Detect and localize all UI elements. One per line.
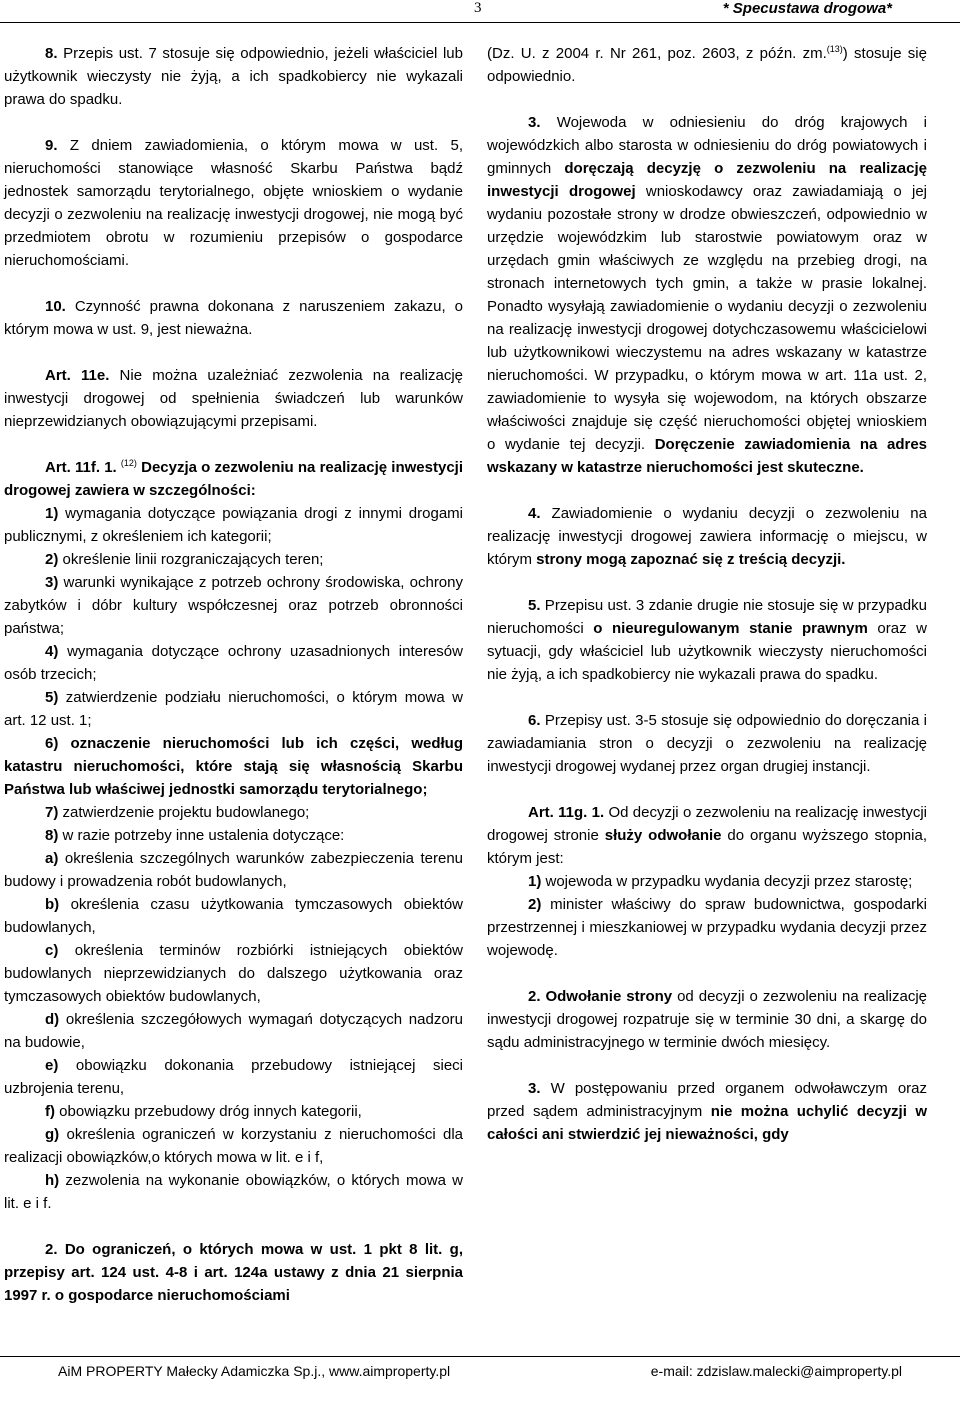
item-text: określenia szczegółowych wymagań dotyczących nadzoru na budowie,	[4, 1011, 463, 1051]
page-number: 3	[474, 0, 482, 16]
paragraph-2-appeal	[487, 985, 927, 1054]
list-item-1	[4, 502, 463, 548]
item-number: 7)	[45, 804, 59, 821]
para-text: Z dniem zawiadomienia, o którym mowa w ust. 5, nieruchomości stanowiące własność Skarbu Państwa bądź jednostek samorządu terytorialnego, objęte wnioskiem o wydanie decyzji o zezwoleniu na realizację inwestycji drogowej, nie mogą być przedmiotem obrotu w rozumieniu przepisów o gospodarce nieruchomościami.	[4, 137, 463, 269]
para-text: od decyzji o zezwoleniu na realizację inwestycji drogowej rozpatruje się w terminie 30 dni, a skargę do sądu administracyjnego w terminie dwóch miesięcy.	[487, 988, 927, 1051]
article-11f	[4, 456, 463, 502]
item-letter: e)	[45, 1057, 59, 1074]
item-text: wojewoda w przypadku wydania decyzji przez starostę;	[541, 873, 913, 890]
article-text: Nie można uzależniać zezwolenia na realizację inwestycji drogowej od spełnienia świadczeń lub warunków nieprzewidzianych obowiązującymi przepisami.	[4, 367, 464, 430]
para-text: W postępowaniu przed organem odwoławczym oraz przed sądem administracyjnym	[487, 1080, 927, 1120]
para-emphasis: Odwołanie strony	[540, 988, 673, 1005]
para-number: 3.	[528, 1080, 541, 1097]
item-text: określenia ograniczeń w korzystaniu z nieruchomości dla realizacji obowiązków,o których mowa w lit. e i f,	[4, 1126, 463, 1166]
footnote-ref: (13)	[826, 44, 843, 54]
sub-item-a	[4, 847, 463, 893]
paragraph-3	[487, 111, 927, 479]
item-number: 8)	[45, 827, 59, 844]
sub-item-c	[4, 939, 463, 1008]
item-number: 2)	[528, 896, 542, 913]
item-letter: f)	[45, 1103, 55, 1120]
sub-item-g	[4, 1123, 463, 1169]
item-letter: c)	[45, 942, 59, 959]
para-text: Zawiadomienie o wydaniu decyzji o zezwoleniu na realizację inwestycji drogowej zawiera informację o miejscu, w którym	[487, 505, 927, 568]
list-item-2	[487, 893, 927, 962]
para-text: wnioskodawcy oraz zawiadamiają o jej wydaniu pozostałe strony w drodze obwieszczeń, odpowiednio w urzędzie wojewódzkim lub starostwie powiatowym oraz w urzędach gmin właściwych ze względu na przebieg drogi, na stronach internetowych tych gmin, a także w prasie lokalnej. Ponadto wysyłają zawiadomienie o wydaniu decyzji o zezwoleniu na realizację inwestycji drogowej dotychczasowemu właścicielowi lub użytkownikowi wieczystemu na adres wskazany w katastrze nieruchomości. W przypadku, o którym mowa w art. 11a ust. 2, zawiadomienie to wysyła się wojewodom, na których obszarze właściwości znajduje się część nieruchomości objętej wnioskiem o wydanie tej decyzji.	[487, 183, 927, 453]
item-text: określenia terminów rozbiórki istniejących obiektów budowlanych nieprzewidzianych do dalszego użytkowania oraz tymczasowych obiektów budowlanych,	[4, 942, 463, 1005]
paragraph-2	[4, 1238, 463, 1307]
article-number: Art. 11f. 1.	[45, 459, 117, 476]
para-number: 5.	[528, 597, 541, 614]
para-text: 2. Do ograniczeń, o których mowa w ust. 1 pkt 8 lit. g, przepisy art. 124 ust. 4-8 i art. 124a ustawy z dnia 21 sierpnia 1997 r. o gospodarce nieruchomościami	[4, 1241, 463, 1304]
para-text: Czynność prawna dokonana z naruszeniem zakazu, o którym mowa w ust. 9, jest nieważna.	[4, 298, 463, 338]
para-number: 4.	[528, 505, 541, 522]
para-number: 2.	[528, 988, 541, 1005]
sub-item-b	[4, 893, 463, 939]
header-rule	[0, 22, 960, 23]
left-column	[4, 42, 463, 1330]
para-emphasis: Doręczenie zawiadomienia na adres wskazany w katastrze nieruchomości jest skuteczne.	[487, 436, 928, 476]
list-item-1	[487, 870, 927, 893]
citation-continuation	[487, 42, 927, 88]
item-text: zezwolenia na wykonanie obowiązków, o których mowa w lit. e i f.	[4, 1172, 463, 1212]
item-text: zatwierdzenie projektu budowlanego;	[58, 804, 310, 821]
paragraph-9	[4, 134, 463, 272]
item-number: 1)	[528, 873, 542, 890]
item-number: 5)	[45, 689, 59, 706]
para-emphasis: nie można uchylić decyzji w całości ani stwierdzić jej nieważności, gdy	[487, 1103, 927, 1143]
sub-item-e	[4, 1054, 463, 1100]
item-text: określenia czasu użytkowania tymczasowych obiektów budowlanych,	[4, 896, 463, 936]
para-emphasis: strony mogą zapoznać się z treścią decyzji.	[536, 551, 846, 568]
sub-item-d	[4, 1008, 463, 1054]
list-item-7	[4, 801, 463, 824]
item-text: w razie potrzeby inne ustalenia dotyczące:	[58, 827, 345, 844]
item-letter: b)	[45, 896, 60, 913]
para-number: 10.	[45, 298, 66, 315]
list-item-5	[4, 686, 463, 732]
article-11e	[4, 364, 463, 433]
item-text: wymagania dotyczące powiązania drogi z innymi drogami publicznymi, z określeniem ich kategorii;	[4, 505, 463, 545]
para-text: oraz w sytuacji, gdy właściciel lub użytkownik wieczysty nieruchomości nie żyją, a ich spadkobiercy nie wykazali prawa do spadku.	[487, 620, 927, 683]
sub-item-f	[4, 1100, 463, 1123]
article-text: Od decyzji o zezwoleniu na realizację inwestycji drogowej stronie	[487, 804, 927, 844]
paragraph-5	[487, 594, 927, 686]
item-number: 2)	[45, 551, 59, 568]
citation-text: ) stosuje się odpowiednio.	[487, 45, 927, 85]
paragraph-10	[4, 295, 463, 341]
item-text: warunki wynikające z potrzeb ochrony środowiska, ochrony zabytków i dóbr kultury współczesnej oraz potrzeb obronności państwa;	[4, 574, 463, 637]
item-letter: d)	[45, 1011, 60, 1028]
paragraph-3-appeal	[487, 1077, 927, 1146]
footer-email: e-mail: zdzislaw.malecki@aimproperty.pl	[650, 1363, 902, 1379]
footnote-ref: (12)	[120, 458, 137, 468]
item-number: 6)	[45, 735, 59, 752]
item-number: 3)	[45, 574, 59, 591]
para-text: Wojewoda w odniesieniu do dróg krajowych i wojewódzkich albo starosta w odniesieniu do dróg powiatowych i gminnych	[487, 114, 927, 177]
item-text: obowiązku przebudowy dróg innych kategorii,	[55, 1103, 362, 1120]
list-item-6	[4, 732, 463, 801]
item-text: określenie linii rozgraniczających teren;	[58, 551, 324, 568]
article-number: Art. 11g. 1.	[528, 804, 605, 821]
para-number: 9.	[45, 137, 58, 154]
paragraph-4	[487, 502, 927, 571]
article-11g	[487, 801, 927, 870]
article-lead: Decyzja o zezwoleniu na realizację inwestycji drogowej zawiera w szczególności:	[4, 459, 463, 499]
footer-rule	[0, 1356, 960, 1357]
article-emphasis: służy odwołanie	[604, 827, 722, 844]
para-emphasis: doręczają decyzję o zezwoleniu na realizację inwestycji drogowej	[487, 160, 927, 200]
para-text: Przepis ust. 7 stosuje się odpowiednio, jeżeli właściciel lub użytkownik wieczysty nie żyją, a ich spadkobiercy nie wykazali prawa do spadku.	[4, 45, 463, 108]
list-item-2	[4, 548, 463, 571]
item-text: zatwierdzenie podziału nieruchomości, o którym mowa w art. 12 ust. 1;	[4, 689, 463, 729]
list-item-4	[4, 640, 463, 686]
para-number: 3.	[528, 114, 541, 131]
item-letter: a)	[45, 850, 59, 867]
article-text: do organu wyższego stopnia, którym jest:	[487, 827, 927, 867]
paragraph-6	[487, 709, 927, 778]
list-item-8	[4, 824, 463, 847]
para-number: 6.	[528, 712, 541, 729]
para-number: 8.	[45, 45, 58, 62]
item-text: obowiązku dokonania przebudowy istniejącej sieci uzbrojenia terenu,	[4, 1057, 463, 1097]
para-emphasis: o nieuregulowanym stanie prawnym	[593, 620, 868, 637]
paragraph-8	[4, 42, 463, 111]
item-text: wymagania dotyczące ochrony uzasadnionych interesów osób trzecich;	[4, 643, 463, 683]
sub-item-h	[4, 1169, 463, 1215]
right-column	[487, 42, 927, 1169]
item-number: 1)	[45, 505, 59, 522]
citation-text: (Dz. U. z 2004 r. Nr 261, poz. 2603, z późn. zm.	[487, 45, 827, 62]
item-text: określenia szczególnych warunków zabezpieczenia terenu budowy i prowadzenia robót budowlanych,	[4, 850, 463, 890]
item-text: minister właściwy do spraw budownictwa, gospodarki przestrzennej i mieszkaniowej w przypadku wydania decyzji przez wojewodę.	[487, 896, 927, 959]
item-letter: g)	[45, 1126, 60, 1143]
item-number: 4)	[45, 643, 59, 660]
para-text: Przepisy ust. 3-5 stosuje się odpowiednio do doręczania i zawiadamiania stron o decyzji o zezwoleniu na realizację inwestycji drogowej wydanej przez organ drugiej instancji.	[487, 712, 927, 775]
para-text: Przepisu ust. 3 zdanie drugie nie stosuje się w przypadku nieruchomości	[487, 597, 927, 637]
article-number: Art. 11e.	[45, 367, 110, 384]
list-item-3	[4, 571, 463, 640]
document-title: * Specustawa drogowa*	[722, 0, 892, 17]
item-letter: h)	[45, 1172, 60, 1189]
footer-company: AiM PROPERTY Małecky Adamiczka Sp.j., www.aimproperty.pl	[58, 1363, 451, 1379]
item-text: oznaczenie nieruchomości lub ich części, według katastru nieruchomości, które stają się własnością Skarbu Państwa lub właściwej jednostki samorządu terytorialnego;	[4, 735, 463, 798]
